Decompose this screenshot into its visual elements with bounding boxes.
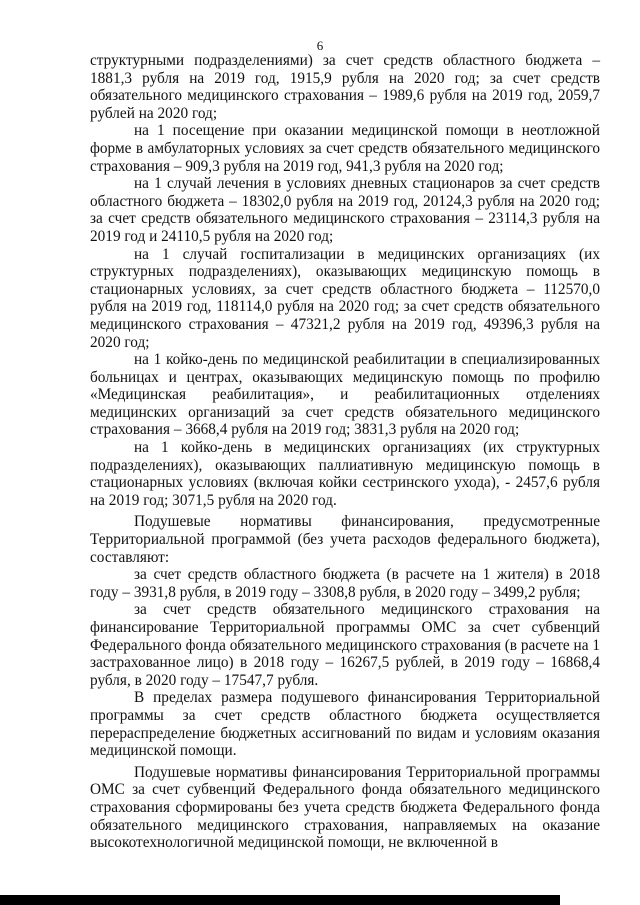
paragraph-palliative-care: на 1 койко-день в медицинских организациях (их структурных подразделениях), оказывающих паллиативную медицинскую помощь в стационарных условиях (включая койки сестринского ухода), - 2457,6 рубля на 2019 год; 3071,5 рубля на 2020 год. [90, 439, 600, 509]
paragraph-oms-funding: за счет средств обязательного медицинского страхования на финансирование Территориальной программы ОМС за счет субвенций Федерального фонда обязательного медицинского страхования (в расчете на 1 застрахованное лицо) в 2018 году – 16267,5 рублей, в 2019 году – 16868,4 рубля, в 2020 году – 17547,7 рубля. [90, 601, 600, 689]
paragraph-hospitalization: на 1 случай госпитализации в медицинских организациях (их структурных подразделениях), оказывающих медицинскую помощь в стационарных условиях, за счет средств областного бюджета – 112570,0 рубля на 2019 год, 118114,0 рубля на 2020 год; за счет средств обязательного медицинского страхования – 47321,2 рубля на 2019 год, 49396,3 рубля на 2020 год; [90, 245, 600, 351]
paragraph-rehabilitation: на 1 койко-день по медицинской реабилитации в специализированных больницах и центрах, оказывающих медицинскую помощь по профилю «Медицинская реабилитация», и реабилитационных отделениях медицинских организаций за счет средств обязательного медицинского страхования – 3668,4 рубля на 2019 год; 3831,3 рубля на 2020 год; [90, 351, 600, 439]
scan-edge-bar [0, 895, 560, 905]
paragraph-redistribution: В пределах размера подушевого финансирования Территориальной программы за счет средств областного бюджета осуществляется перераспределение бюджетных ассигнований по видам и условиям оказания медицинской помощи. [90, 689, 600, 760]
page-number: 6 [316, 38, 324, 53]
paragraph-federal-fund: Подушевые нормативы финансирования Территориальной программы ОМС за счет субвенций Федерального фонда обязательного медицинского страхования сформированы без учета средств бюджета Федерального фонда обязательного медицинского страхования, направляемых на оказание высокотехнологичной медицинской помощи, не включенной в [90, 763, 600, 852]
paragraph-emergency-visit: на 1 посещение при оказании медицинской помощи в неотложной форме в амбулаторных условиях за счет средств обязательного медицинского страхования – 909,3 рубля на 2019 год, 941,3 рубля на 2020 год; [90, 122, 600, 175]
paragraph-per-capita-norms: Подушевые нормативы финансирования, предусмотренные Территориальной программой (без учета расходов федерального бюджета), составляют: [90, 513, 600, 566]
paragraph-day-hospital: на 1 случай лечения в условиях дневных стационаров за счет средств областного бюджета – 18302,0 рубля на 2019 год, 20124,3 рубля на 2020 год; за счет средств обязательного медицинского страхования – 23114,3 рубля на 2019 год и 24110,5 рубля на 2020 год; [90, 175, 600, 245]
paragraph-regional-budget: за счет средств областного бюджета (в расчете на 1 жителя) в 2018 году – 3931,8 рубля, в 2019 году – 3308,8 рубля, в 2020 году – 3499,2 рубля; [90, 566, 600, 601]
paragraph-continuation: структурными подразделениями) за счет средств областного бюджета – 1881,3 рубля на 2019 год, 1915,9 рубля на 2020 год; за счет средств обязательного медицинского страхования – 1989,6 рубля на 2019 год, 2059,7 рублей на 2020 год; [90, 52, 600, 122]
document-body [90, 52, 600, 852]
